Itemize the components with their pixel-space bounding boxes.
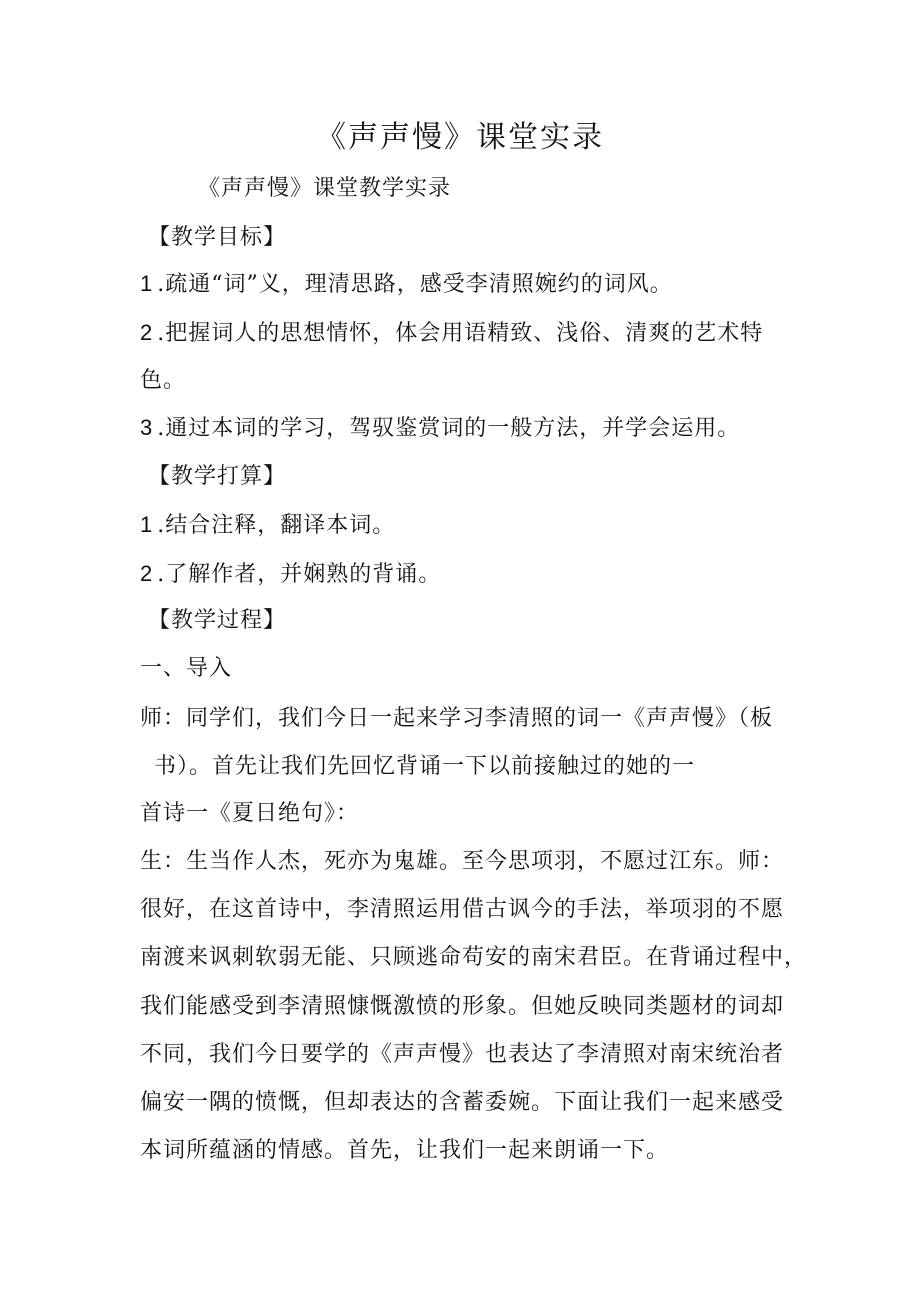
plan-item-1	[140, 510, 395, 541]
list-number: 1	[140, 271, 154, 296]
list-text: .通过本词的学习，驾驭鉴赏词的一般方法，并学会运用。	[157, 416, 741, 441]
paragraph-line: 不同，我们今日要学的《声声慢》也表达了李清照对南宋统治者	[140, 1042, 785, 1067]
list-text: .结合注释，翻译本词。	[157, 513, 396, 538]
paragraph-line: 偏安一隅的愤慨，但却表达的含蓄委婉。下面让我们一起来感受	[140, 1090, 785, 1115]
section-heading-goals: 【教学目标】	[148, 225, 287, 250]
paragraph-line: 师：同学们，我们今日一起来学习李清照的词一《声声慢》（板	[140, 706, 774, 731]
paragraph-line: 我们能感受到李清照慷慨激愤的形象。但她反映同类题材的词却	[140, 994, 785, 1019]
goal-item-1	[140, 269, 673, 300]
part-heading-intro: 一、导入	[140, 656, 233, 681]
list-number: 2	[140, 561, 154, 586]
goal-item-2	[140, 318, 763, 349]
paragraph-line: 首诗一《夏日绝句》：	[140, 801, 360, 826]
section-heading-process: 【教学过程】	[148, 608, 287, 633]
list-text: .疏通“词”义，理清思路，感受李清照婉约的词风。	[157, 272, 673, 297]
list-number: 3	[140, 415, 154, 440]
paragraph-line: 本词所蕴涵的情感。首先，让我们一起来朗诵一下。	[140, 1138, 670, 1163]
goal-item-2-continued: 色。	[140, 368, 187, 393]
goal-item-3	[140, 413, 740, 444]
paragraph-line: 生：生当作人杰，死亦为鬼雄。至今思项羽，不愿过江东。师：	[140, 849, 785, 874]
plan-item-2	[140, 559, 441, 590]
paragraph-line: 很好，在这首诗中，李清照运用借古讽今的手法，举项羽的不愿	[140, 897, 785, 922]
list-number: 2	[140, 320, 154, 345]
list-number: 1	[140, 512, 154, 537]
paragraph-line: 南渡来讽刺软弱无能、只顾逃命苟安的南宋君臣。在背诵过程中，	[140, 945, 808, 970]
document-subtitle: 《声声慢》课堂教学实录	[198, 176, 452, 201]
list-text: .了解作者，并娴熟的背诵。	[157, 562, 442, 587]
paragraph-line: 书）。首先让我们先回忆背诵一下以前接触过的她的一	[154, 754, 696, 779]
section-heading-plan: 【教学打算】	[148, 464, 287, 489]
document-title: 《声声慢》课堂实录	[316, 120, 604, 155]
list-text: .把握词人的思想情怀，体会用语精致、浅俗、清爽的艺术特	[157, 321, 764, 346]
